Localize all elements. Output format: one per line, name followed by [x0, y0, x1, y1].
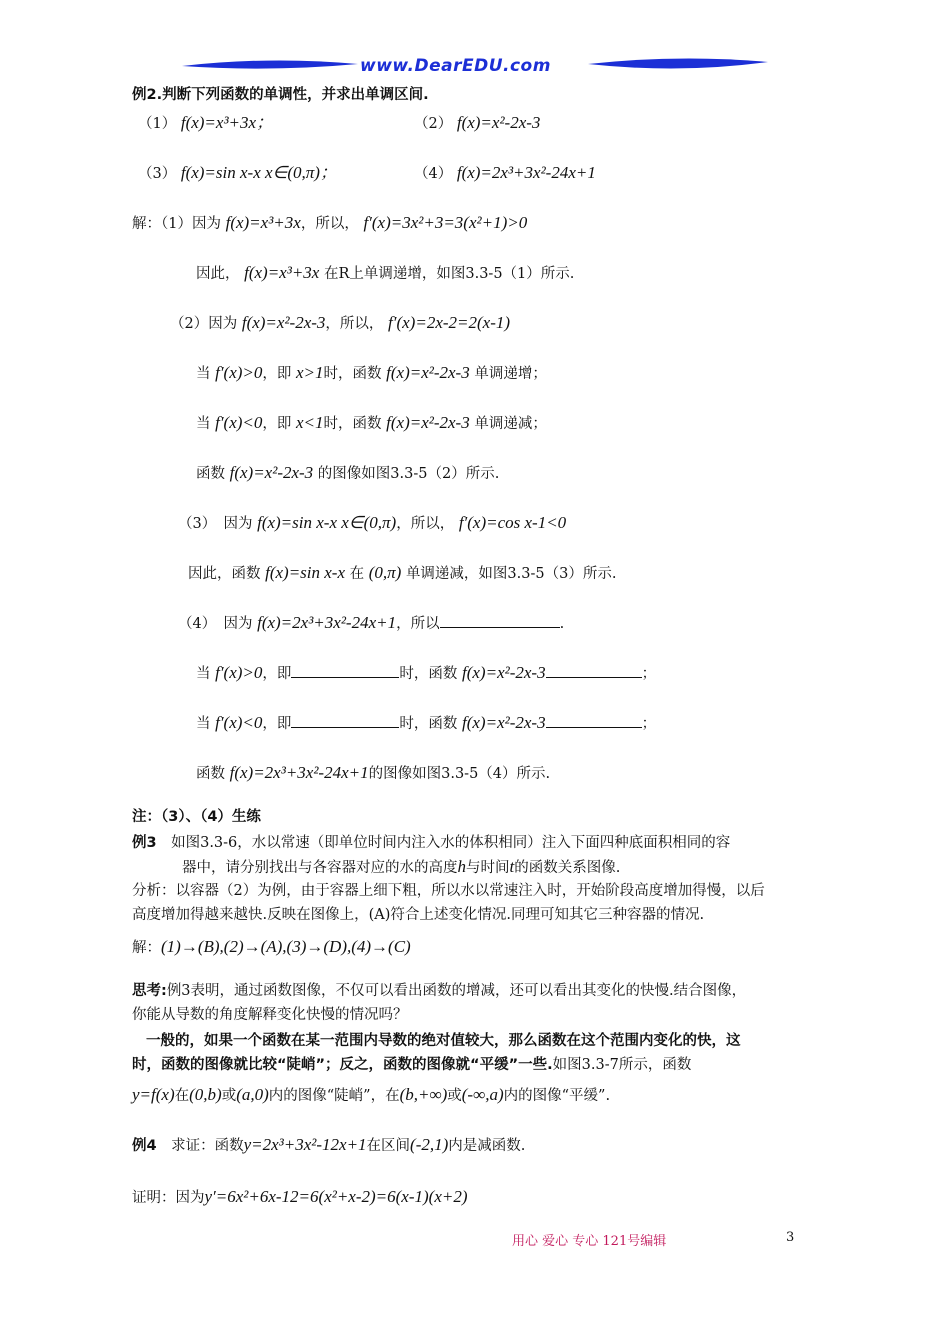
ex3-line2: 器中，请分别找出与各容器对应的水的高度h与时间t的函数关系图像.	[182, 857, 621, 876]
think-line1: 思考:例3表明，通过函数图像，不仅可以看出函数的增减，还可以看出其变化的快慢.结合图像，	[132, 983, 747, 999]
think-line2: 你能从导数的角度解释变化快慢的情况吗？	[132, 1007, 408, 1023]
header-swoosh-left	[182, 60, 358, 68]
ex4-line1: 例4 求证：函数y=2x³+3x²-12x+1在区间(-2,1)内是减函数.	[132, 1135, 526, 1154]
sol2-line2: 当 f′(x)>0，即 x>1时，函数 f(x)=x²-2x-3 单调递增；	[196, 363, 547, 382]
sol4-line3: 当 f′(x)<0，即 时，函数 f(x)=x²-2x-3 ；	[196, 713, 657, 732]
sol2-line4: 函数 f(x)=x²-2x-3 的图像如图3.3-5（2）所示.	[196, 463, 500, 482]
header-swoosh-right	[588, 58, 768, 68]
note: 注：（3）、（4）生练	[132, 809, 261, 825]
sol4-line1: （4） 因为 f(x)=2x³+3x²-24x+1，所以 .	[178, 613, 565, 632]
ex3-analysis-1: 分析：以容器（2）为例，由于容器上细下粗，所以水以常速注入时，开始阶段高度增加得慢，以后	[132, 883, 765, 899]
footer-text: 用心 爱心 专心 121号编辑	[512, 1234, 667, 1249]
ex2-item-2: （2） f(x)=x²-2x-3	[414, 113, 541, 132]
sol2-line1: （2）因为 f(x)=x²-2x-3，所以， f′(x)=2x-2=2(x-1)	[170, 313, 511, 332]
ex3-analysis-2: 高度增加得越来越快.反映在图像上，(A)符合上述变化情况.同理可知其它三种容器的情况.	[132, 907, 705, 923]
ex2-item-1: （1） f(x)=x³+3x；	[138, 113, 274, 132]
ex2-item-4: （4） f(x)=2x³+3x²-24x+1	[414, 163, 596, 182]
sol1-line1: 解：（1）因为 f(x)=x³+3x，所以， f′(x)=3x²+3=3(x²+1)>0	[132, 213, 528, 232]
think-general-2: 时，函数的图像就比较“陡峭”；反之，函数的图像就“平缓”一些.如图3.3-7所示，函数	[132, 1057, 692, 1073]
ex2-title: 例2.判断下列函数的单调性，并求出单调区间.	[132, 87, 429, 103]
sol3-line2: 因此，函数 f(x)=sin x-x 在 (0,π) 单调递减，如图3.3-5（3）所示.	[188, 563, 617, 582]
page-number: 3	[786, 1230, 795, 1245]
header-site-text[interactable]: www.DearEDU.com	[360, 56, 551, 76]
sol4-line4: 函数 f(x)=2x³+3x²-24x+1的图像如图3.3-5（4）所示.	[196, 763, 551, 782]
think-general-1: 一般的，如果一个函数在某一范围内导数的绝对值较大，那么函数在这个范围内变化的快，这	[146, 1033, 741, 1049]
sol4-line2: 当 f′(x)>0，即 时，函数 f(x)=x²-2x-3 ；	[196, 663, 657, 682]
sol3-line1: （3） 因为 f(x)=sin x-x x∈(0,π)，所以， f′(x)=cos x-1<0	[178, 513, 567, 532]
ex3-line1: 例3 如图3.3-6，水以常速（即单位时间内注入水的体积相同）注入下面四种底面积相同的容	[132, 835, 731, 851]
sol1-line2: 因此， f(x)=x³+3x 在R上单调递增，如图3.3-5（1）所示.	[196, 263, 575, 282]
ex4-proof: 证明：因为y′=6x²+6x-12=6(x²+x-2)=6(x-1)(x+2)	[132, 1187, 468, 1206]
sol2-line3: 当 f′(x)<0，即 x<1时，函数 f(x)=x²-2x-3 单调递减；	[196, 413, 547, 432]
ex3-solution: 解：(1)→(B),(2)→(A),(3)→(D),(4)→(C)	[132, 937, 411, 956]
think-general-3: y=f(x)在(0,b)或(a,0)内的图像“陡峭”，在(b,+∞)或(-∞,a)内的图像“平缓”.	[132, 1085, 611, 1104]
ex2-item-3: （3） f(x)=sin x-x x∈(0,π)；	[138, 163, 337, 182]
